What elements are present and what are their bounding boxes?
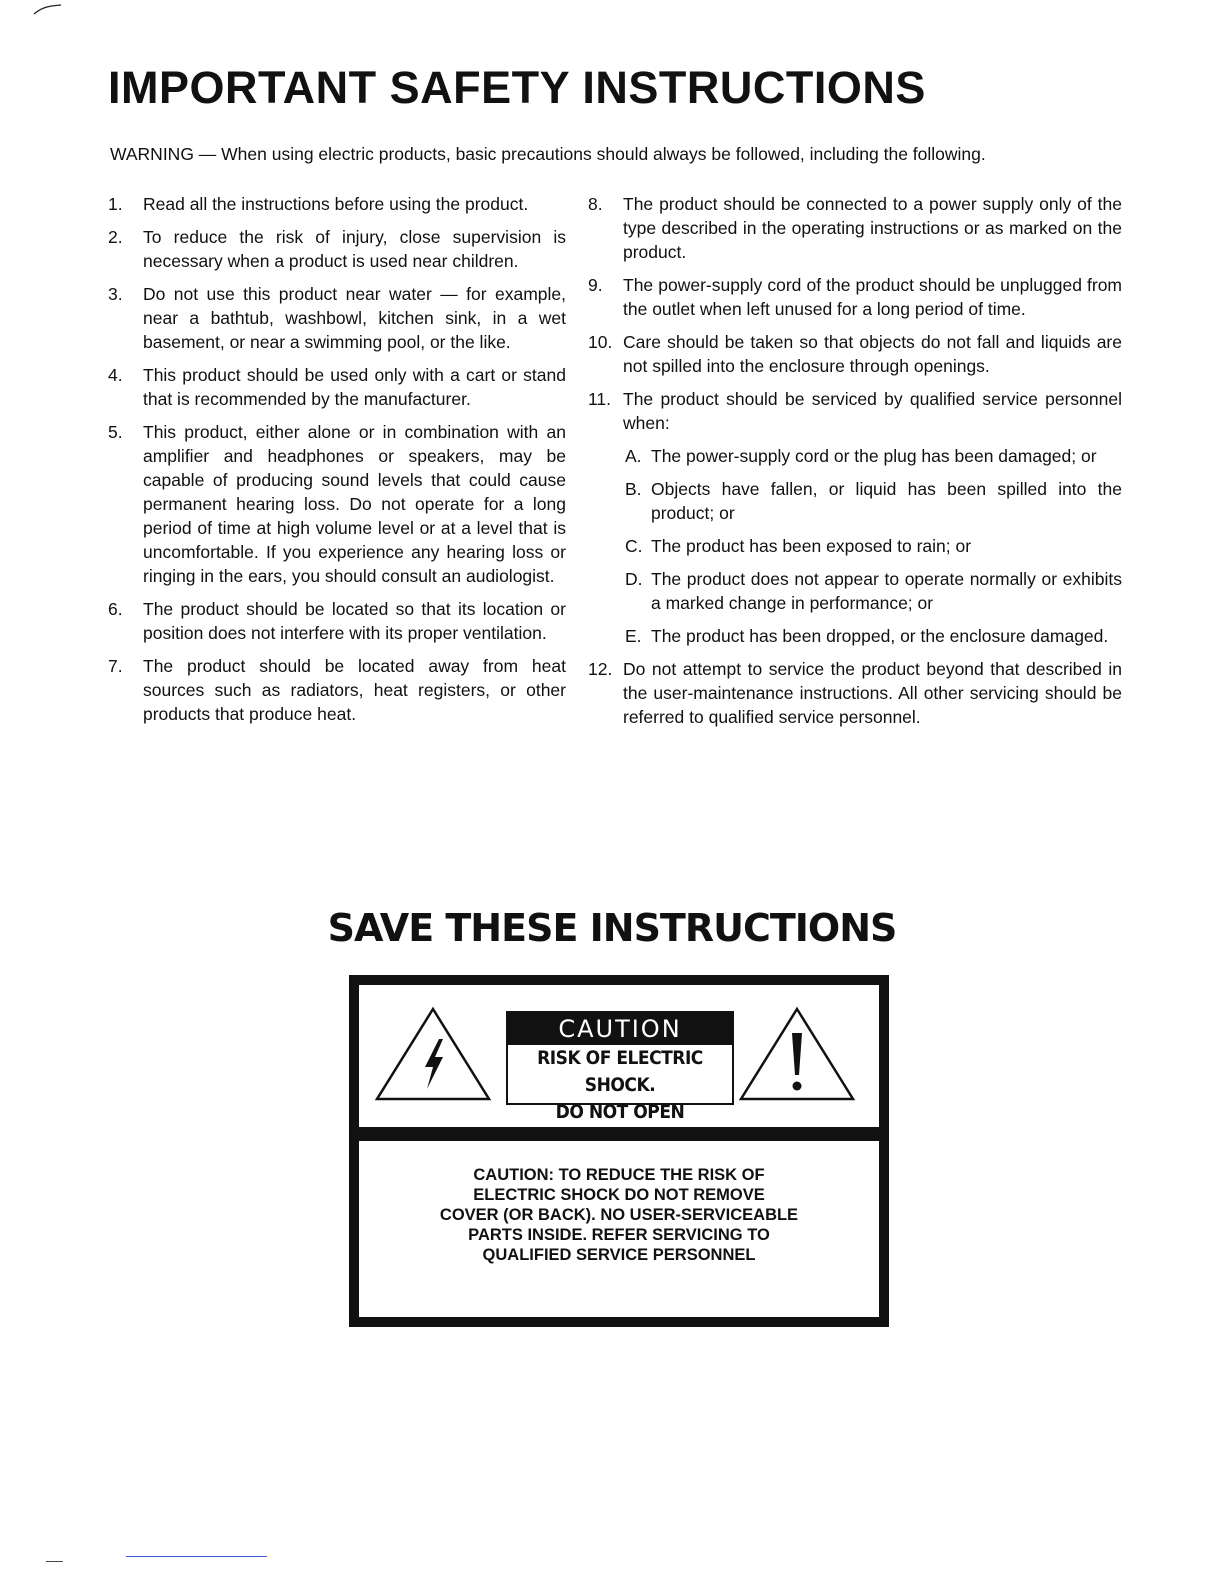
- instruction-text: Do not use this product near water — for example, near a bathtub, washbowl, kitchen sink, in a wet basement, or near a swimming pool, or the like.: [143, 284, 566, 352]
- instruction-number: 1.: [108, 194, 123, 214]
- page-title: IMPORTANT SAFETY INSTRUCTIONS: [108, 62, 926, 113]
- instruction-item: [588, 273, 1122, 321]
- do-not-open-text: DO NOT OPEN: [555, 1101, 685, 1123]
- instruction-number: 3.: [108, 284, 123, 304]
- instruction-number: 8.: [588, 194, 603, 214]
- condition-letter: B.: [625, 479, 642, 499]
- caution-box: [349, 975, 889, 1327]
- instruction-text: This product, either alone or in combination with an amplifier and headphones or speakers, may be capable of producing sound levels that could cause permanent hearing loss. Do not operate for a long period of time at high volume level or at a level that is uncomfortable. If you experience any hearing loss or ringing in the ears, you should consult an audiologist.: [143, 422, 566, 586]
- caution-label-box: [506, 1011, 734, 1123]
- corner-mark-icon: [33, 4, 65, 16]
- service-condition: [625, 444, 1122, 468]
- caution-label: CAUTION: [508, 1013, 732, 1045]
- electric-shock-warning-icon: [373, 1005, 493, 1105]
- condition-letter: E.: [625, 626, 642, 646]
- exclamation-warning-icon: [737, 1005, 857, 1105]
- condition-letter: D.: [625, 569, 643, 589]
- instruction-text: The product should be serviced by qualified service personnel when:: [623, 389, 1122, 433]
- instruction-text: Read all the instructions before using the product.: [143, 194, 529, 214]
- service-condition: [625, 534, 1122, 558]
- caution-notice-line: PARTS INSIDE. REFER SERVICING TO: [468, 1226, 770, 1244]
- instruction-number: 5.: [108, 422, 123, 442]
- save-instructions-title: SAVE THESE INSTRUCTIONS: [327, 906, 897, 950]
- instruction-item: [588, 192, 1122, 264]
- instruction-number: 9.: [588, 275, 603, 295]
- instruction-number: 11.: [588, 389, 612, 409]
- caution-bottom-panel: [359, 1141, 879, 1317]
- instruction-item: [108, 363, 566, 411]
- risk-of-shock-text: RISK OF ELECTRIC SHOCK.: [537, 1047, 703, 1096]
- instruction-item: [108, 192, 566, 216]
- service-condition: [625, 567, 1122, 615]
- warning-text: WARNING — When using electric products, basic precautions should always be followed, including the following.: [110, 144, 986, 164]
- instruction-item: [108, 282, 566, 354]
- service-condition: [625, 477, 1122, 525]
- instruction-item: [588, 387, 1122, 435]
- condition-text: The product has been exposed to rain; or: [651, 536, 972, 556]
- instruction-item: [108, 225, 566, 273]
- instruction-item: [588, 657, 1122, 729]
- instruction-text: This product should be used only with a cart or stand that is recommended by the manufacturer.: [143, 365, 566, 409]
- condition-letter: C.: [625, 536, 643, 556]
- instruction-text: The product should be located away from heat sources such as radiators, heat registers, or other products that produce heat.: [143, 656, 566, 724]
- instruction-number: 12.: [588, 659, 613, 679]
- instruction-text: To reduce the risk of injury, close supervision is necessary when a product is used near children.: [143, 227, 566, 271]
- instructions-left-column: [108, 192, 566, 735]
- service-condition: [625, 624, 1122, 648]
- caution-notice-text: [359, 1165, 879, 1265]
- instruction-item: [588, 330, 1122, 378]
- instruction-text: Do not attempt to service the product beyond that described in the user-maintenance instructions. All other servicing should be referred to qualified service personnel.: [623, 659, 1122, 727]
- condition-text: The product has been dropped, or the enclosure damaged.: [651, 626, 1109, 646]
- instruction-text: Care should be taken so that objects do not fall and liquids are not spilled into the enclosure through openings.: [623, 332, 1122, 376]
- condition-text: The product does not appear to operate normally or exhibits a marked change in performance; or: [651, 569, 1122, 613]
- condition-letter: A.: [625, 446, 642, 466]
- instructions-right-column: [588, 192, 1122, 738]
- instruction-item: [108, 597, 566, 645]
- caution-notice-line: COVER (OR BACK). NO USER-SERVICEABLE: [439, 1206, 799, 1224]
- instruction-text: The power-supply cord of the product should be unplugged from the outlet when left unused for a long period of time.: [623, 275, 1122, 319]
- caution-top-panel: [359, 985, 879, 1127]
- caution-notice-line: ELECTRIC SHOCK DO NOT REMOVE: [473, 1186, 765, 1204]
- instruction-number: 2.: [108, 227, 123, 247]
- instruction-text: The product should be connected to a power supply only of the type described in the operating instructions or as marked on the product.: [623, 194, 1122, 262]
- instruction-number: 7.: [108, 656, 123, 676]
- instruction-item: [108, 654, 566, 726]
- instruction-number: 4.: [108, 365, 123, 385]
- instruction-number: 6.: [108, 599, 123, 619]
- instruction-text: The product should be located so that its location or position does not interfere with its proper ventilation.: [143, 599, 566, 643]
- caution-notice-line: QUALIFIED SERVICE PERSONNEL: [482, 1246, 756, 1264]
- footer-rule: [126, 1556, 267, 1557]
- condition-text: Objects have fallen, or liquid has been spilled into the product; or: [651, 479, 1122, 523]
- instruction-number: 10.: [588, 332, 613, 352]
- bottom-left-mark: [46, 1561, 63, 1562]
- condition-text: The power-supply cord or the plug has been damaged; or: [651, 446, 1097, 466]
- instruction-item: [108, 420, 566, 588]
- caution-notice-line: CAUTION: TO REDUCE THE RISK OF: [473, 1166, 765, 1184]
